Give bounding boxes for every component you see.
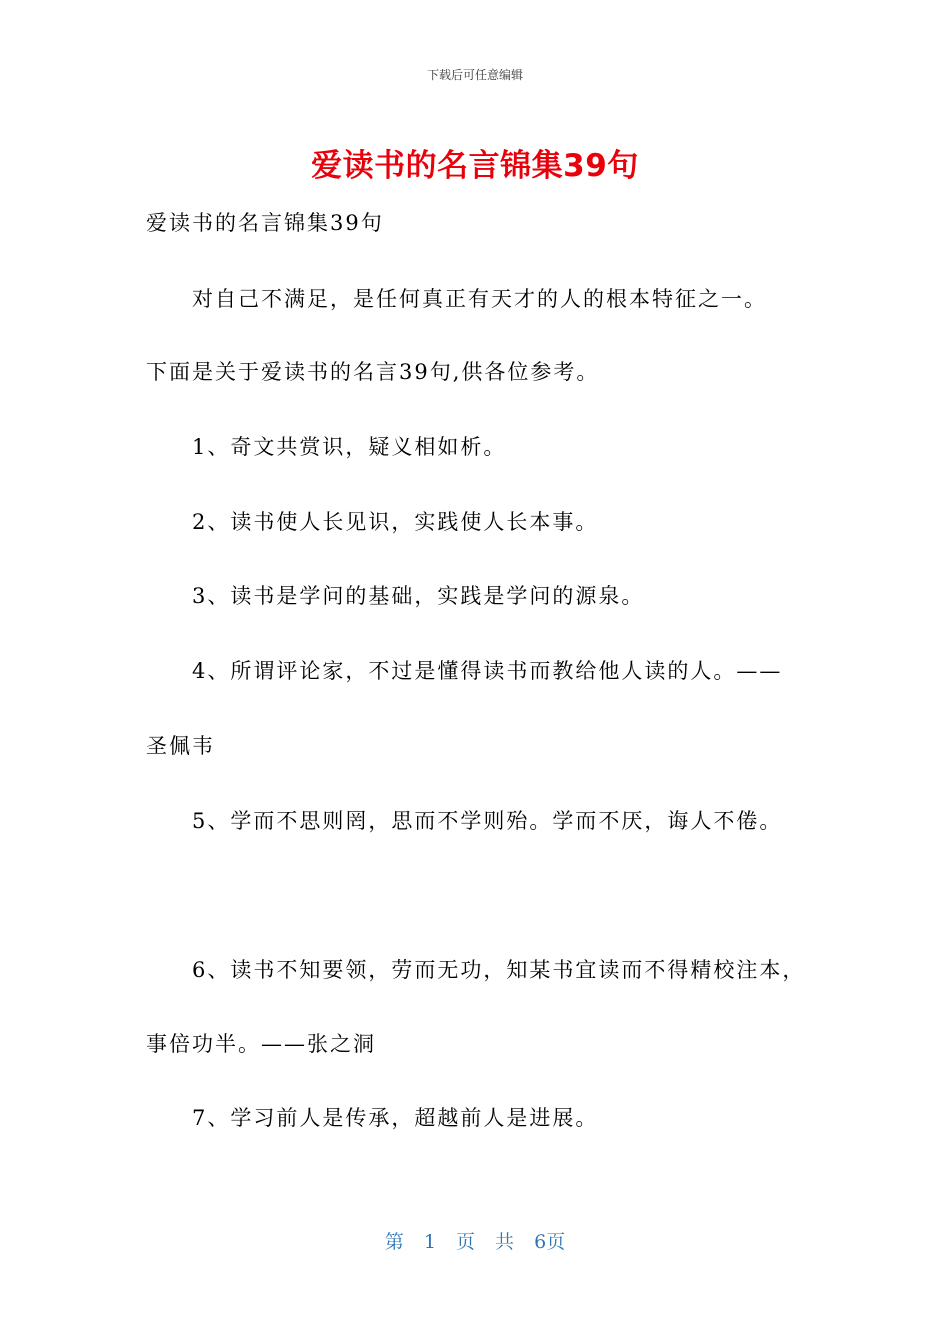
intro-line-2: 下面是关于爱读书的名言39句,供各位参考。 <box>146 360 600 384</box>
footer-current-page: 1 <box>423 1231 436 1253</box>
intro-line: 对自己不满足，是任何真正有天才的人的根本特征之一。 <box>192 287 767 311</box>
quote-line-1: 1、奇文共赏识，疑义相如析。 <box>192 435 507 459</box>
header-note: 下载后可任意编辑 <box>426 68 523 82</box>
footer-page-word: 页 <box>455 1231 475 1253</box>
footer-total-word: 共 <box>495 1231 515 1253</box>
footer-total-pages: 6页 <box>534 1231 566 1253</box>
page-footer <box>0 1227 950 1254</box>
quote-line-2: 2、读书使人长见识，实践使人长本事。 <box>192 510 599 534</box>
document-title: 爱读书的名言锦集39句 <box>311 148 639 184</box>
quote-line-4-cont: 圣佩韦 <box>146 734 215 758</box>
quote-line-5: 5、学而不思则罔，思而不学则殆。学而不厌，诲人不倦。 <box>192 809 783 833</box>
quote-line-3: 3、读书是学问的基础，实践是学问的源泉。 <box>192 584 645 608</box>
quote-line-6: 6、读书不知要领，劳而无功，知某书宜读而不得精校注本， <box>192 958 806 982</box>
subtitle-line: 爱读书的名言锦集39句 <box>146 211 384 235</box>
quote-line-4: 4、所谓评论家，不过是懂得读书而教给他人读的人。—— <box>192 659 783 683</box>
quote-line-7: 7、学习前人是传承，超越前人是进展。 <box>192 1106 599 1130</box>
quote-line-6-cont: 事倍功半。——张之洞 <box>146 1032 376 1056</box>
footer-prefix: 第 <box>384 1231 404 1253</box>
